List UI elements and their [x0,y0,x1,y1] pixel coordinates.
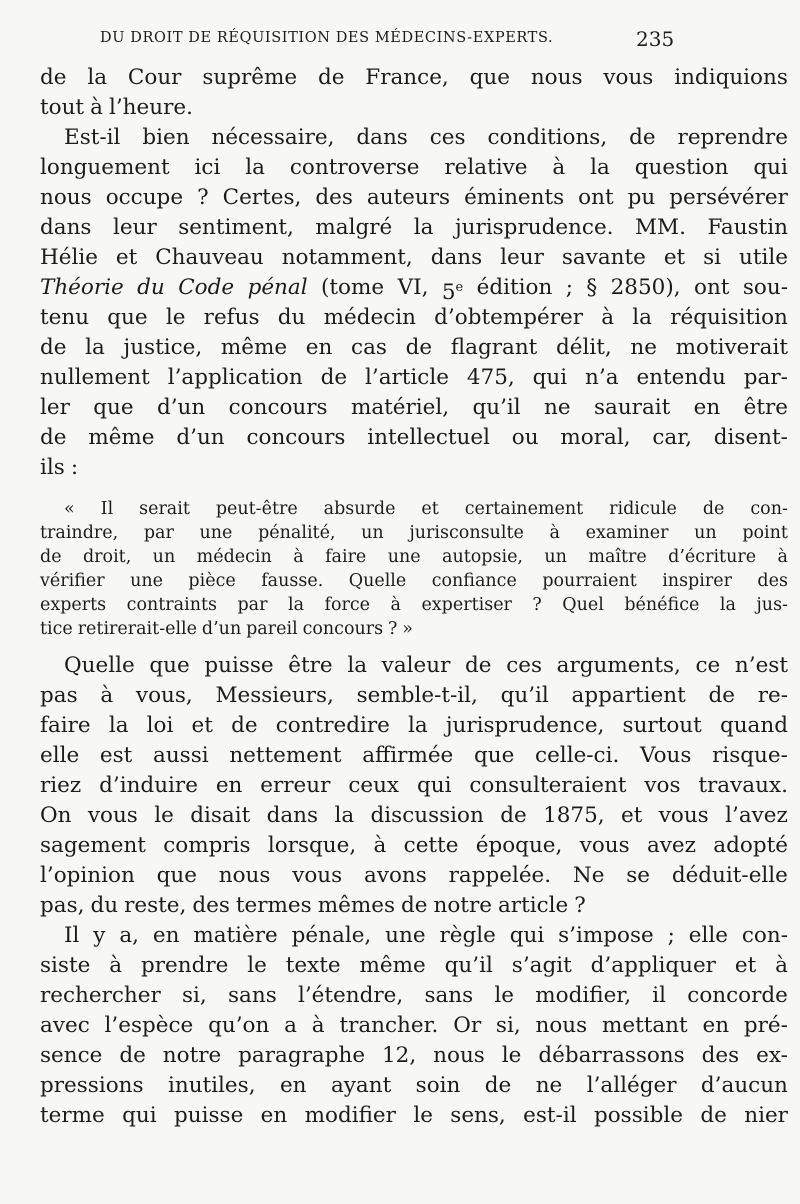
page-number: 235 [636,27,675,51]
text-line: elle est aussi nettement affirmée que celle-ci. Vous risque- [40,743,788,768]
text-line: avec l’espèce qu’on a à trancher. Or si, nous mettant en pré- [40,1013,788,1038]
text-line: terme qui puisse en modifier le sens, est-il possible de nier [40,1103,788,1128]
text-line: Hélie et Chauveau notamment, dans leur savante et si utile [40,245,788,270]
text-line: riez d’induire en erreur ceux qui consulteraient vos travaux. [40,773,788,798]
text-line: Il y a, en matière pénale, une règle qui s’impose ; elle con- [64,923,788,948]
paragraph-opening [40,63,788,483]
text-line: nullement l’application de l’article 475, qui n’a entendu par- [40,365,788,390]
running-title: DU DROIT DE RÉQUISITION DES MÉDECINS-EXPERTS. [100,30,554,46]
text-line: vérifier une pièce fausse. Quelle confiance pourraient inspirer des [40,571,788,591]
text-line: tout à l’heure. [40,95,193,120]
text-line: traindre, par une pénalité, un jurisconsulte à examiner un point [40,523,788,543]
text-line: tenu que le refus du médecin d’obtempérer à la réquisition [40,305,788,330]
text-line: dans leur sentiment, malgré la jurisprudence. MM. Faustin [40,215,788,240]
text-line: « Il serait peut-être absurde et certainement ridicule de con- [64,499,788,519]
text-line: ler que d’un concours matériel, qu’il ne saurait en être [40,395,788,420]
text-line: nous occupe ? Certes, des auteurs éminents ont pu persévérer [40,185,788,210]
text-line: de la justice, même en cas de flagrant délit, ne motiverait [40,335,788,360]
paragraph-closing [40,651,788,1131]
text-line: tice retirerait-elle d’un pareil concours ? » [40,619,414,639]
text-line: sence de notre paragraphe 12, nous le débarrassons des ex- [40,1043,788,1068]
text-line: l’opinion que nous vous avons rappelée. Ne se déduit-elle [40,863,788,888]
page-body [40,63,788,1131]
text-line: de même d’un concours intellectuel ou moral, car, disent- [40,425,788,450]
text-line: longuement ici la controverse relative à la question qui [40,155,788,180]
text-line: rechercher si, sans l’étendre, sans le modifier, il concorde [40,983,788,1008]
block-quote [40,497,788,641]
text-line: experts contraints par la force à expertiser ? Quel bénéfice la jus- [40,595,788,615]
text-line: On vous le disait dans la discussion de 1875, et vous l’avez [40,803,788,828]
text-line: faire la loi et de contredire la jurisprudence, surtout quand [40,713,788,738]
text-line: Quelle que puisse être la valeur de ces arguments, ce n’est [64,653,788,678]
text-line: Est-il bien nécessaire, dans ces conditions, de reprendre [64,125,788,150]
text-line: siste à prendre le texte même qu’il s’agit d’appliquer et à [40,953,788,978]
text-line: ils : [40,455,79,480]
text-line: de la Cour suprême de France, que nous vous indiquions [40,65,788,90]
text-line: pas, du reste, des termes mêmes de notre article ? [40,893,586,918]
text-line: Théorie du Code pénal (tome VI, 5e édition ; § 2850), ont sou- [40,275,788,306]
text-line: sagement compris lorsque, à cette époque, vous avez adopté [40,833,788,858]
text-line: pressions inutiles, en ayant soin de ne l’alléger d’aucun [40,1073,788,1098]
text-line: pas à vous, Messieurs, semble-t-il, qu’il appartient de re- [40,683,788,708]
text-line: de droit, un médecin à faire une autopsie, un maître d’écriture à [40,547,788,567]
